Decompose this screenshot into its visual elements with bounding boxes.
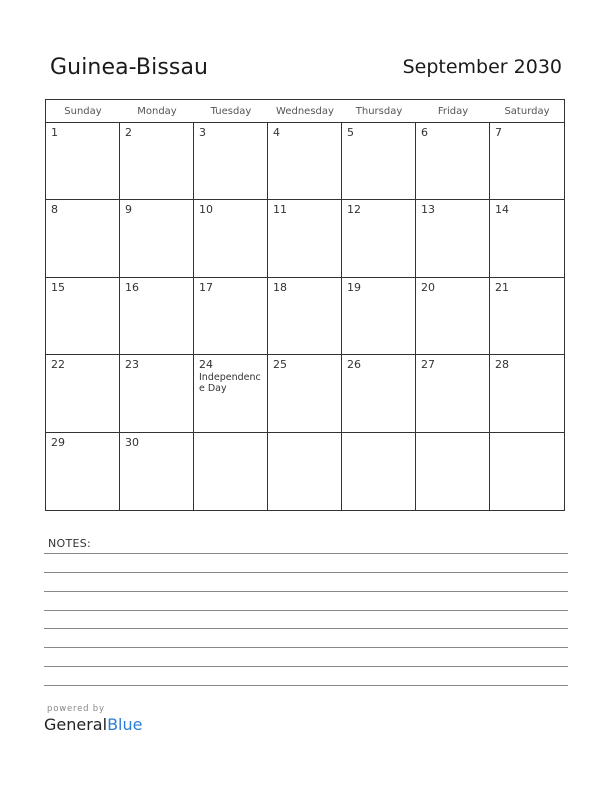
powered-by-text: powered by — [47, 704, 105, 714]
note-line — [44, 553, 568, 554]
footer-logo — [44, 704, 142, 734]
day-cell — [194, 355, 268, 432]
day-number: 8 — [51, 203, 58, 217]
weekday-header: Friday — [416, 100, 490, 123]
day-number: 13 — [421, 203, 435, 217]
day-number: 4 — [273, 126, 280, 139]
day-number: 26 — [347, 358, 361, 372]
day-cell — [46, 433, 120, 510]
day-number: 23 — [125, 358, 139, 372]
day-cell — [342, 123, 416, 200]
day-number: 22 — [51, 358, 65, 372]
day-cell — [342, 278, 416, 355]
weekday-header: Thursday — [342, 100, 416, 123]
day-cell — [194, 123, 268, 200]
day-number: 3 — [199, 126, 206, 139]
day-number: 19 — [347, 280, 361, 294]
day-number: 11 — [273, 203, 287, 217]
day-number: 2 — [125, 126, 132, 139]
note-line — [44, 591, 568, 592]
weekday-header: Tuesday — [194, 100, 268, 123]
day-number: 29 — [51, 435, 65, 449]
calendar-grid — [45, 99, 565, 511]
day-cell — [46, 123, 120, 200]
day-number: 24 — [199, 358, 213, 372]
day-cell — [342, 433, 416, 510]
day-number: 30 — [125, 435, 139, 449]
note-line — [44, 685, 568, 686]
month-year-title: September 2030 — [402, 56, 562, 78]
note-line — [44, 628, 568, 629]
notes-label: NOTES: — [48, 537, 92, 550]
day-cell — [416, 433, 490, 510]
day-number: 20 — [421, 280, 435, 294]
day-number: 27 — [421, 358, 435, 372]
note-line — [44, 572, 568, 573]
day-number: 16 — [125, 280, 139, 294]
day-cell — [194, 278, 268, 355]
day-number: 9 — [125, 203, 132, 217]
day-number: 12 — [347, 203, 361, 217]
day-cell — [490, 278, 564, 355]
day-number: 1 — [51, 126, 58, 139]
day-cell — [416, 355, 490, 432]
day-number: 6 — [421, 126, 428, 139]
day-cell — [120, 433, 194, 510]
day-cell — [46, 355, 120, 432]
day-cell — [120, 355, 194, 432]
day-number: 21 — [495, 280, 509, 294]
day-cell — [342, 355, 416, 432]
weekday-header: Wednesday — [268, 100, 342, 123]
note-line — [44, 647, 568, 648]
day-cell — [268, 278, 342, 355]
day-number: 15 — [51, 280, 65, 294]
day-cell — [268, 123, 342, 200]
day-cell — [416, 200, 490, 277]
day-cell — [120, 278, 194, 355]
brand-logo — [44, 715, 142, 734]
holiday-label: Independence Day — [199, 372, 261, 395]
day-number: 14 — [495, 203, 509, 217]
day-cell — [120, 123, 194, 200]
day-cell — [268, 200, 342, 277]
country-title: Guinea-Bissau — [50, 55, 209, 80]
day-cell — [268, 355, 342, 432]
day-cell — [416, 278, 490, 355]
day-cell — [416, 123, 490, 200]
day-cell — [194, 200, 268, 277]
note-line — [44, 610, 568, 611]
brand-general: General — [44, 715, 108, 734]
note-line — [44, 666, 568, 667]
weekday-header: Monday — [120, 100, 194, 123]
day-number: 7 — [495, 126, 502, 139]
day-cell — [490, 123, 564, 200]
weekday-header: Sunday — [46, 100, 120, 123]
brand-blue: Blue — [107, 715, 143, 734]
day-number: 10 — [199, 203, 213, 217]
day-number: 5 — [347, 126, 354, 139]
day-cell — [46, 200, 120, 277]
day-cell — [490, 200, 564, 277]
weekday-header: Saturday — [490, 100, 564, 123]
day-cell — [194, 433, 268, 510]
day-cell — [342, 200, 416, 277]
day-cell — [490, 355, 564, 432]
day-cell — [490, 433, 564, 510]
day-number: 28 — [495, 358, 509, 372]
day-number: 17 — [199, 280, 213, 294]
day-number: 18 — [273, 280, 287, 294]
day-number: 25 — [273, 358, 287, 372]
day-cell — [268, 433, 342, 510]
day-cell — [120, 200, 194, 277]
day-cell — [46, 278, 120, 355]
